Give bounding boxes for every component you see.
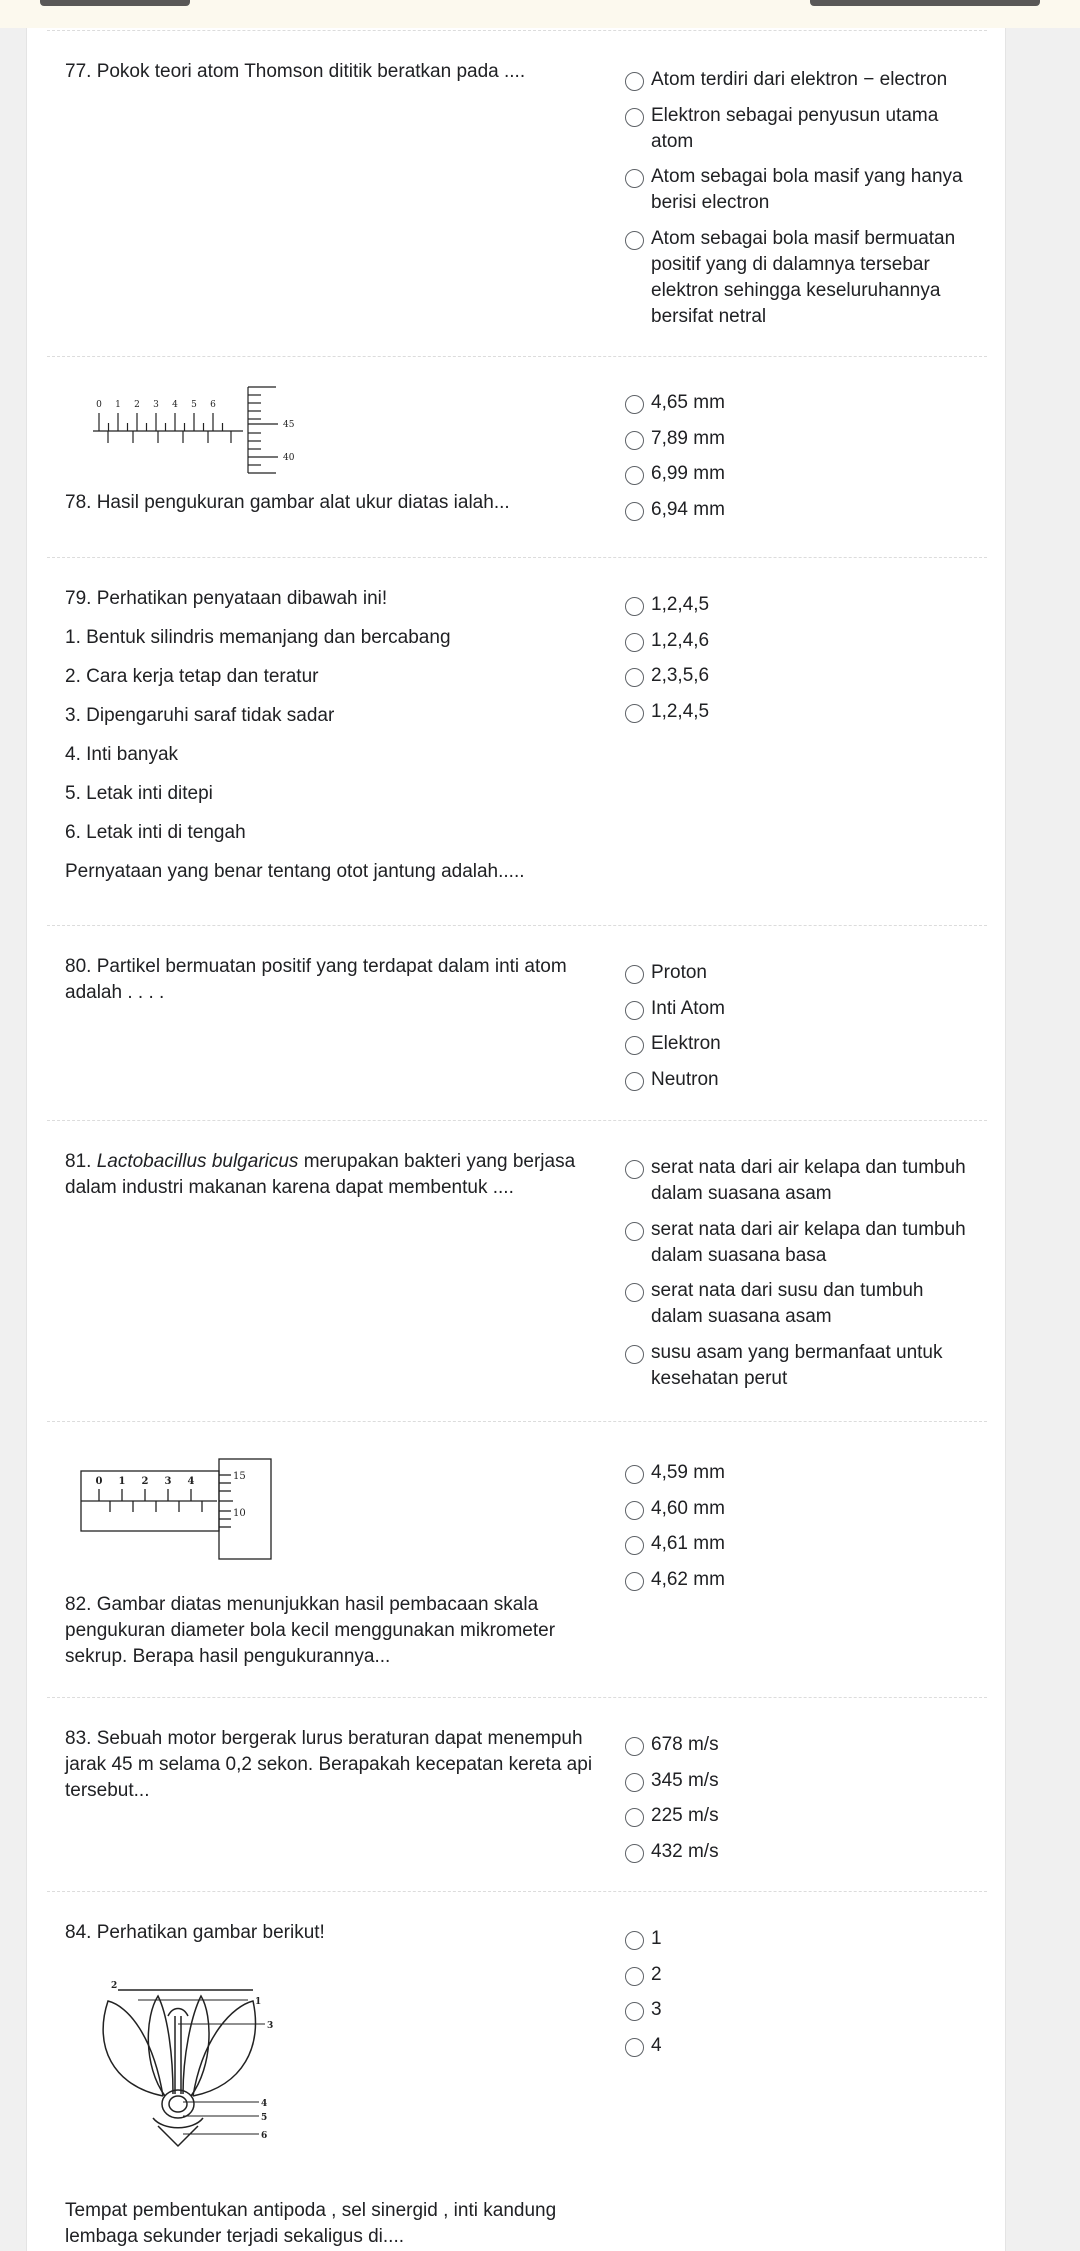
radio-icon[interactable] <box>625 72 644 91</box>
radio-icon[interactable] <box>625 1737 644 1756</box>
flower-label-5: 5 <box>261 2113 268 2123</box>
question-79-line-3: 3. Dipengaruhi saraf tidak sadar <box>65 705 335 726</box>
micrometer-label-10: 10 <box>233 1508 246 1519</box>
question-77 <box>47 30 987 357</box>
radio-icon[interactable] <box>625 633 644 652</box>
scale-label-1: 1 <box>115 400 121 410</box>
flower-label-1: 1 <box>255 1997 262 2007</box>
option-84-a[interactable]: 1 <box>625 1926 975 1952</box>
scale-label-3: 3 <box>153 400 159 410</box>
flower-label-4: 4 <box>261 2099 268 2109</box>
radio-icon[interactable] <box>625 1222 644 1241</box>
radio-icon[interactable] <box>625 668 644 687</box>
option-82-d[interactable]: 4,62 mm <box>625 1567 975 1593</box>
option-82-a[interactable]: 4,59 mm <box>625 1460 975 1486</box>
option-81-d[interactable]: susu asam yang bermanfaat untuk kesehatan perut <box>625 1340 975 1392</box>
option-80-a[interactable]: Proton <box>625 960 975 986</box>
question-84 <box>47 1892 987 2251</box>
question-82-text: 82. Gambar diatas menunjukkan hasil pembacaan skala pengukuran diameter bola kecil menggunakan mikrometer sekrup. Berapa hasil pengukurannya... <box>65 1594 556 1667</box>
option-78-b[interactable]: 7,89 mm <box>625 426 975 452</box>
micrometer-label-3: 3 <box>164 1476 172 1487</box>
radio-icon[interactable] <box>625 395 644 414</box>
micrometer-label-0: 0 <box>95 1476 103 1487</box>
scale-label-5: 5 <box>191 400 197 410</box>
scale-label-40: 40 <box>283 453 295 463</box>
question-77-options <box>625 67 975 339</box>
micrometer-figure <box>79 1457 293 1561</box>
micrometer-label-15: 15 <box>233 1471 246 1482</box>
question-81-text: 81. Lactobacillus bulgaricus merupakan bakteri yang berjasa dalam industri makanan karena dapat membentuk .... <box>65 1151 576 1198</box>
question-77-text: 77. Pokok teori atom Thomson dititik beratkan pada .... <box>65 61 526 82</box>
radio-icon[interactable] <box>625 108 644 127</box>
scale-label-4: 4 <box>172 400 178 410</box>
status-bar <box>0 0 1080 28</box>
question-79-line-5: 5. Letak inti ditepi <box>65 783 213 804</box>
option-79-d[interactable]: 1,2,4,5 <box>625 699 975 725</box>
option-77-a[interactable]: Atom terdiri dari elektron − electron <box>625 67 975 93</box>
question-81-options <box>625 1155 975 1401</box>
question-84-title: 84. Perhatikan gambar berikut! <box>65 1922 325 1943</box>
option-79-c[interactable]: 2,3,5,6 <box>625 663 975 689</box>
radio-icon[interactable] <box>625 1283 644 1302</box>
question-80 <box>47 926 987 1121</box>
radio-icon[interactable] <box>625 597 644 616</box>
flower-label-6: 6 <box>261 2131 268 2141</box>
option-77-b[interactable]: Elektron sebagai penyusun utama atom <box>625 103 975 155</box>
question-83 <box>47 1698 987 1892</box>
radio-icon[interactable] <box>625 1072 644 1091</box>
option-84-c[interactable]: 3 <box>625 1997 975 2023</box>
question-83-options <box>625 1732 975 1874</box>
option-77-c[interactable]: Atom sebagai bola masif yang hanya berisi electron <box>625 164 975 216</box>
option-80-d[interactable]: Neutron <box>625 1067 975 1093</box>
radio-icon[interactable] <box>625 1773 644 1792</box>
option-78-a[interactable]: 4,65 mm <box>625 390 975 416</box>
option-82-b[interactable]: 4,60 mm <box>625 1496 975 1522</box>
radio-icon[interactable] <box>625 1808 644 1827</box>
question-84-options <box>625 1926 975 2068</box>
radio-icon[interactable] <box>625 2002 644 2021</box>
option-84-d[interactable]: 4 <box>625 2033 975 2059</box>
radio-icon[interactable] <box>625 1967 644 1986</box>
radio-icon[interactable] <box>625 1345 644 1364</box>
question-80-options <box>625 960 975 1102</box>
quiz-sheet <box>26 28 1006 2251</box>
radio-icon[interactable] <box>625 965 644 984</box>
option-79-a[interactable]: 1,2,4,5 <box>625 592 975 618</box>
question-78-options <box>625 390 975 532</box>
radio-icon[interactable] <box>625 1844 644 1863</box>
question-82-options <box>625 1460 975 1602</box>
question-83-text: 83. Sebuah motor bergerak lurus beraturan dapat menempuh jarak 45 m selama 0,2 sekon. Berapakah kecepatan kereta api tersebut... <box>65 1728 593 1801</box>
radio-icon[interactable] <box>625 1501 644 1520</box>
question-79-line-6: 6. Letak inti di tengah <box>65 822 246 843</box>
radio-icon[interactable] <box>625 466 644 485</box>
question-79-line-1: 1. Bentuk silindris memanjang dan bercabang <box>65 627 451 648</box>
radio-icon[interactable] <box>625 502 644 521</box>
question-79-text <box>65 586 605 898</box>
radio-icon[interactable] <box>625 704 644 723</box>
option-81-b[interactable]: serat nata dari air kelapa dan tumbuh dalam suasana basa <box>625 1217 975 1269</box>
radio-icon[interactable] <box>625 1931 644 1950</box>
option-80-c[interactable]: Elektron <box>625 1031 975 1057</box>
question-79-line-2: 2. Cara kerja tetap dan teratur <box>65 666 319 687</box>
radio-icon[interactable] <box>625 431 644 450</box>
radio-icon[interactable] <box>625 1536 644 1555</box>
question-79-line-4: 4. Inti banyak <box>65 744 179 765</box>
scale-label-45: 45 <box>283 420 295 430</box>
scale-label-6: 6 <box>210 400 216 410</box>
radio-icon[interactable] <box>625 169 644 188</box>
option-83-c[interactable]: 225 m/s <box>625 1803 975 1829</box>
question-79 <box>47 558 987 926</box>
question-80-text: 80. Partikel bermuatan positif yang terdapat dalam inti atom adalah . . . . <box>65 956 567 1003</box>
option-83-d[interactable]: 432 m/s <box>625 1839 975 1865</box>
flower-label-2: 2 <box>111 1981 118 1991</box>
option-81-a[interactable]: serat nata dari air kelapa dan tumbuh dalam suasana asam <box>625 1155 975 1207</box>
micrometer-label-1: 1 <box>118 1476 126 1487</box>
radio-icon[interactable] <box>625 1572 644 1591</box>
micrometer-label-4: 4 <box>187 1476 195 1487</box>
option-84-b[interactable]: 2 <box>625 1962 975 1988</box>
option-80-b[interactable]: Inti Atom <box>625 996 975 1022</box>
option-78-d[interactable]: 6,94 mm <box>625 497 975 523</box>
scale-label-0: 0 <box>96 400 102 410</box>
question-84-text: Tempat pembentukan antipoda , sel sinergid , inti kandung lembaga sekunder terjadi sekaligus di.... <box>65 2200 557 2247</box>
status-bar-left <box>40 0 190 6</box>
option-82-c[interactable]: 4,61 mm <box>625 1531 975 1557</box>
question-78-text: 78. Hasil pengukuran gambar alat ukur diatas ialah... <box>65 492 510 513</box>
radio-icon[interactable] <box>625 1465 644 1484</box>
option-83-b[interactable]: 345 m/s <box>625 1768 975 1794</box>
radio-icon[interactable] <box>625 1001 644 1020</box>
question-78 <box>47 356 987 558</box>
micrometer-label-2: 2 <box>141 1476 149 1487</box>
radio-icon[interactable] <box>625 231 644 250</box>
flower-diagram-figure <box>83 1976 293 2148</box>
flower-label-3: 3 <box>267 2021 274 2031</box>
option-79-b[interactable]: 1,2,4,6 <box>625 628 975 654</box>
question-79-line-7: Pernyataan yang benar tentang otot jantung adalah..... <box>65 861 525 882</box>
question-79-line-0: 79. Perhatikan penyataan dibawah ini! <box>65 588 388 609</box>
caliper-scale-figure <box>93 383 293 478</box>
status-bar-right <box>810 0 1040 6</box>
question-81 <box>47 1121 987 1422</box>
radio-icon[interactable] <box>625 1036 644 1055</box>
question-79-options <box>625 592 975 734</box>
radio-icon[interactable] <box>625 2038 644 2057</box>
option-81-c[interactable]: serat nata dari susu dan tumbuh dalam suasana asam <box>625 1278 975 1330</box>
scale-label-2: 2 <box>134 400 140 410</box>
option-78-c[interactable]: 6,99 mm <box>625 461 975 487</box>
radio-icon[interactable] <box>625 1160 644 1179</box>
option-83-a[interactable]: 678 m/s <box>625 1732 975 1758</box>
option-77-d[interactable]: Atom sebagai bola masif bermuatan positif yang di dalamnya tersebar elektron sehingga keseluruhannya bersifat netral <box>625 226 975 330</box>
question-82 <box>47 1422 987 1698</box>
